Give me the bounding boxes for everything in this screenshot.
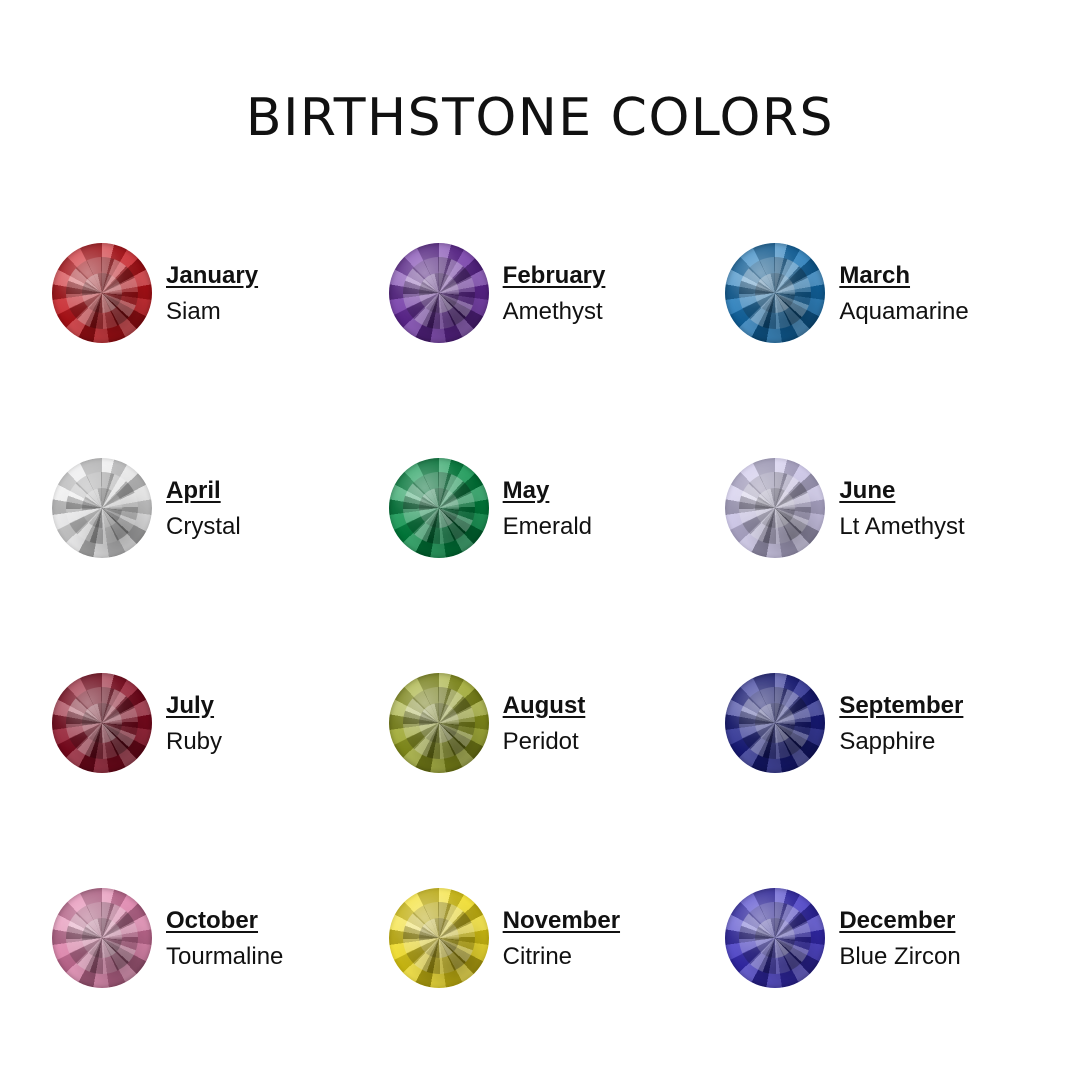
birthstone-item-march <box>713 185 1050 400</box>
stone-label: Blue Zircon <box>839 942 961 970</box>
labels-november <box>503 905 620 971</box>
month-label: June <box>839 476 896 504</box>
stone-label: Peridot <box>502 727 579 755</box>
gem-icon <box>52 458 152 558</box>
month-label: September <box>839 691 964 719</box>
labels-march <box>839 260 968 326</box>
birthstone-item-september <box>713 615 1050 830</box>
labels-october <box>166 905 283 971</box>
gem-march <box>725 243 825 343</box>
birthstone-item-april <box>40 400 377 615</box>
birthstone-item-february <box>377 185 714 400</box>
month-label: October <box>166 906 259 934</box>
month-label: December <box>839 906 956 934</box>
month-label: August <box>502 691 586 719</box>
stone-label: Sapphire <box>839 727 936 755</box>
stone-label: Tourmaline <box>166 942 284 970</box>
gem-icon <box>725 458 825 558</box>
birthstone-item-august <box>377 615 714 830</box>
gem-icon <box>52 673 152 773</box>
gem-icon <box>389 243 489 343</box>
month-label: January <box>166 261 259 289</box>
gem-icon <box>389 888 489 988</box>
stone-label: Citrine <box>502 942 573 970</box>
birthstone-item-january <box>40 185 377 400</box>
month-label: November <box>502 906 621 934</box>
stone-label: Aquamarine <box>839 297 969 325</box>
labels-august <box>503 690 586 756</box>
labels-july <box>166 690 222 756</box>
labels-february <box>503 260 606 326</box>
birthstone-item-may <box>377 400 714 615</box>
gem-may <box>389 458 489 558</box>
gem-september <box>725 673 825 773</box>
labels-april <box>166 475 241 541</box>
gem-june <box>725 458 825 558</box>
birthstone-item-december <box>713 830 1050 1045</box>
gem-august <box>389 673 489 773</box>
birthstone-item-october <box>40 830 377 1045</box>
labels-january <box>166 260 258 326</box>
stone-label: Ruby <box>166 727 223 755</box>
stone-label: Lt Amethyst <box>839 512 965 540</box>
gem-icon <box>389 458 489 558</box>
birthstone-item-july <box>40 615 377 830</box>
gem-july <box>52 673 152 773</box>
birthstone-item-june <box>713 400 1050 615</box>
gem-january <box>52 243 152 343</box>
labels-december <box>839 905 960 971</box>
month-label: February <box>502 261 606 289</box>
month-label: April <box>166 476 221 504</box>
gem-icon <box>725 888 825 988</box>
gem-october <box>52 888 152 988</box>
labels-june <box>839 475 964 541</box>
page-title: BIRTHSTONE COLORS <box>245 88 835 148</box>
month-label: May <box>502 476 550 504</box>
gem-april <box>52 458 152 558</box>
month-label: July <box>166 691 215 719</box>
gem-icon <box>389 673 489 773</box>
stone-label: Crystal <box>166 512 241 540</box>
stone-label: Amethyst <box>502 297 603 325</box>
birthstone-item-november <box>377 830 714 1045</box>
month-label: March <box>839 261 911 289</box>
gem-icon <box>52 888 152 988</box>
birthstone-grid <box>40 185 1050 1045</box>
stone-label: Emerald <box>502 512 593 540</box>
gem-november <box>389 888 489 988</box>
stone-label: Siam <box>166 297 221 325</box>
gem-december <box>725 888 825 988</box>
gem-february <box>389 243 489 343</box>
labels-may <box>503 475 592 541</box>
labels-september <box>839 690 963 756</box>
gem-icon <box>725 673 825 773</box>
gem-icon <box>52 243 152 343</box>
gem-icon <box>725 243 825 343</box>
